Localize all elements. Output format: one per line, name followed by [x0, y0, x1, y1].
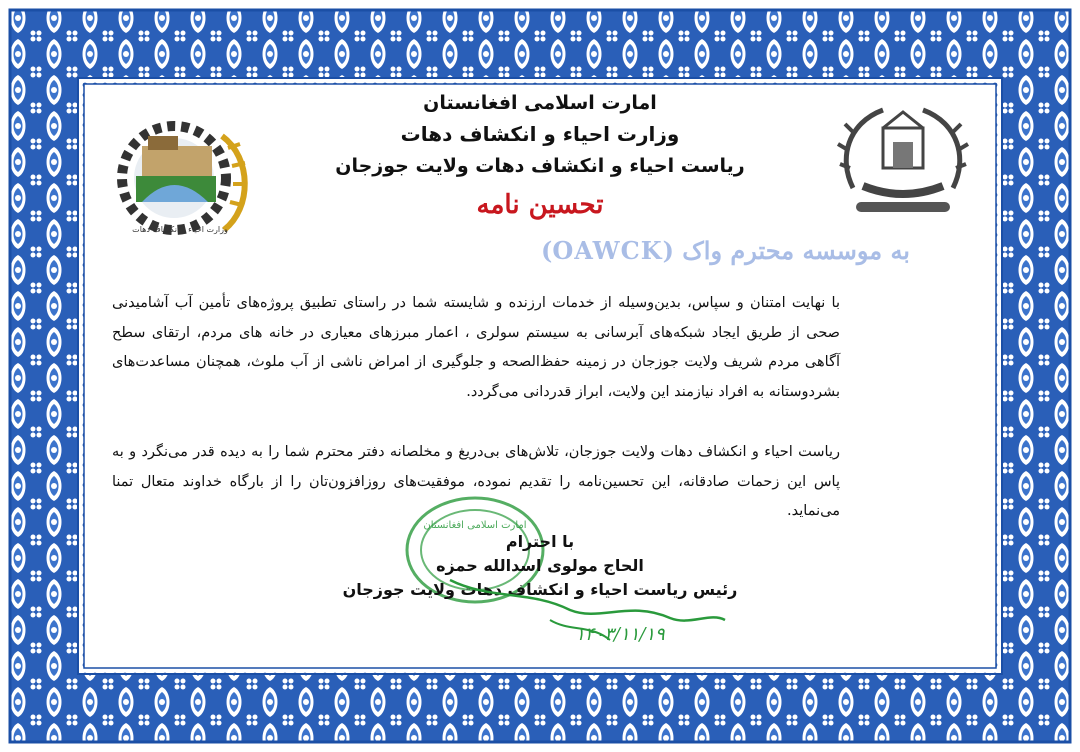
- document-title: تحسین نامه: [476, 190, 604, 220]
- emblem-logo: [828, 98, 978, 223]
- header-emirate: امارت اسلامی افغانستان: [423, 92, 657, 114]
- recipient-line: به موسسه محترم واک (OAWCK): [540, 236, 910, 265]
- stamp-text: امارت اسلامی افغانستان: [423, 520, 527, 531]
- ministry-logo-text: وزارت احیاء و انکشاف دهات: [132, 225, 228, 234]
- ministry-logo: [112, 118, 262, 238]
- closing-regards: با احترام: [505, 532, 575, 551]
- signature-date: ۱۴۰۳/۱۱/۱۹: [575, 624, 665, 645]
- body-paragraph-2: ریاست احیاء و انکشاف دهات ولایت جوزجان، تلاش‌های بی‌دریغ و مخلصانه دفتر محترم شما را به دیده قدر می‌نگرد و به پاس این زحمات صادقانه، این تحسین‌نامه را تقدیم نموده، موفقیت‌های روزافزون‌تان را از بارگاه خداوند متعال تمنا می‌نماید.: [112, 444, 840, 519]
- signature: [430, 560, 730, 660]
- header-ministry: وزارت احیاء و انکشاف دهات: [400, 122, 680, 146]
- body-paragraph-1: با نهایت امتنان و سپاس، بدین‌وسیله از خدمات ارزنده و شایسته شما در راستای تطبیق پروژه‌های تأمین آب آشامیدنی صحی از طریق ایجاد شبکه‌های آبرسانی به سیستم سولری ، اعمار مبرزهای معیاری در خانه های مردم، ارتقای سطح آگاهی مردم شریف ولایت جوزجان در زمینه حفظ‌الصحه و جلوگیری از امراض ناشی از آب ملوث، همچنان مساعدت‌های بشردوستانه به افراد نیازمند این ولایت، ابراز قدردانی می‌گردد.: [112, 295, 840, 400]
- header-directorate: ریاست احیاء و انکشاف دهات ولایت جوزجان: [335, 155, 745, 177]
- signatory-position: رئیس ریاست احیاء و انکشاف دهات ولایت جوزجان: [342, 580, 738, 599]
- signatory-name: الحاج مولوی اسدالله حمزه: [436, 556, 644, 575]
